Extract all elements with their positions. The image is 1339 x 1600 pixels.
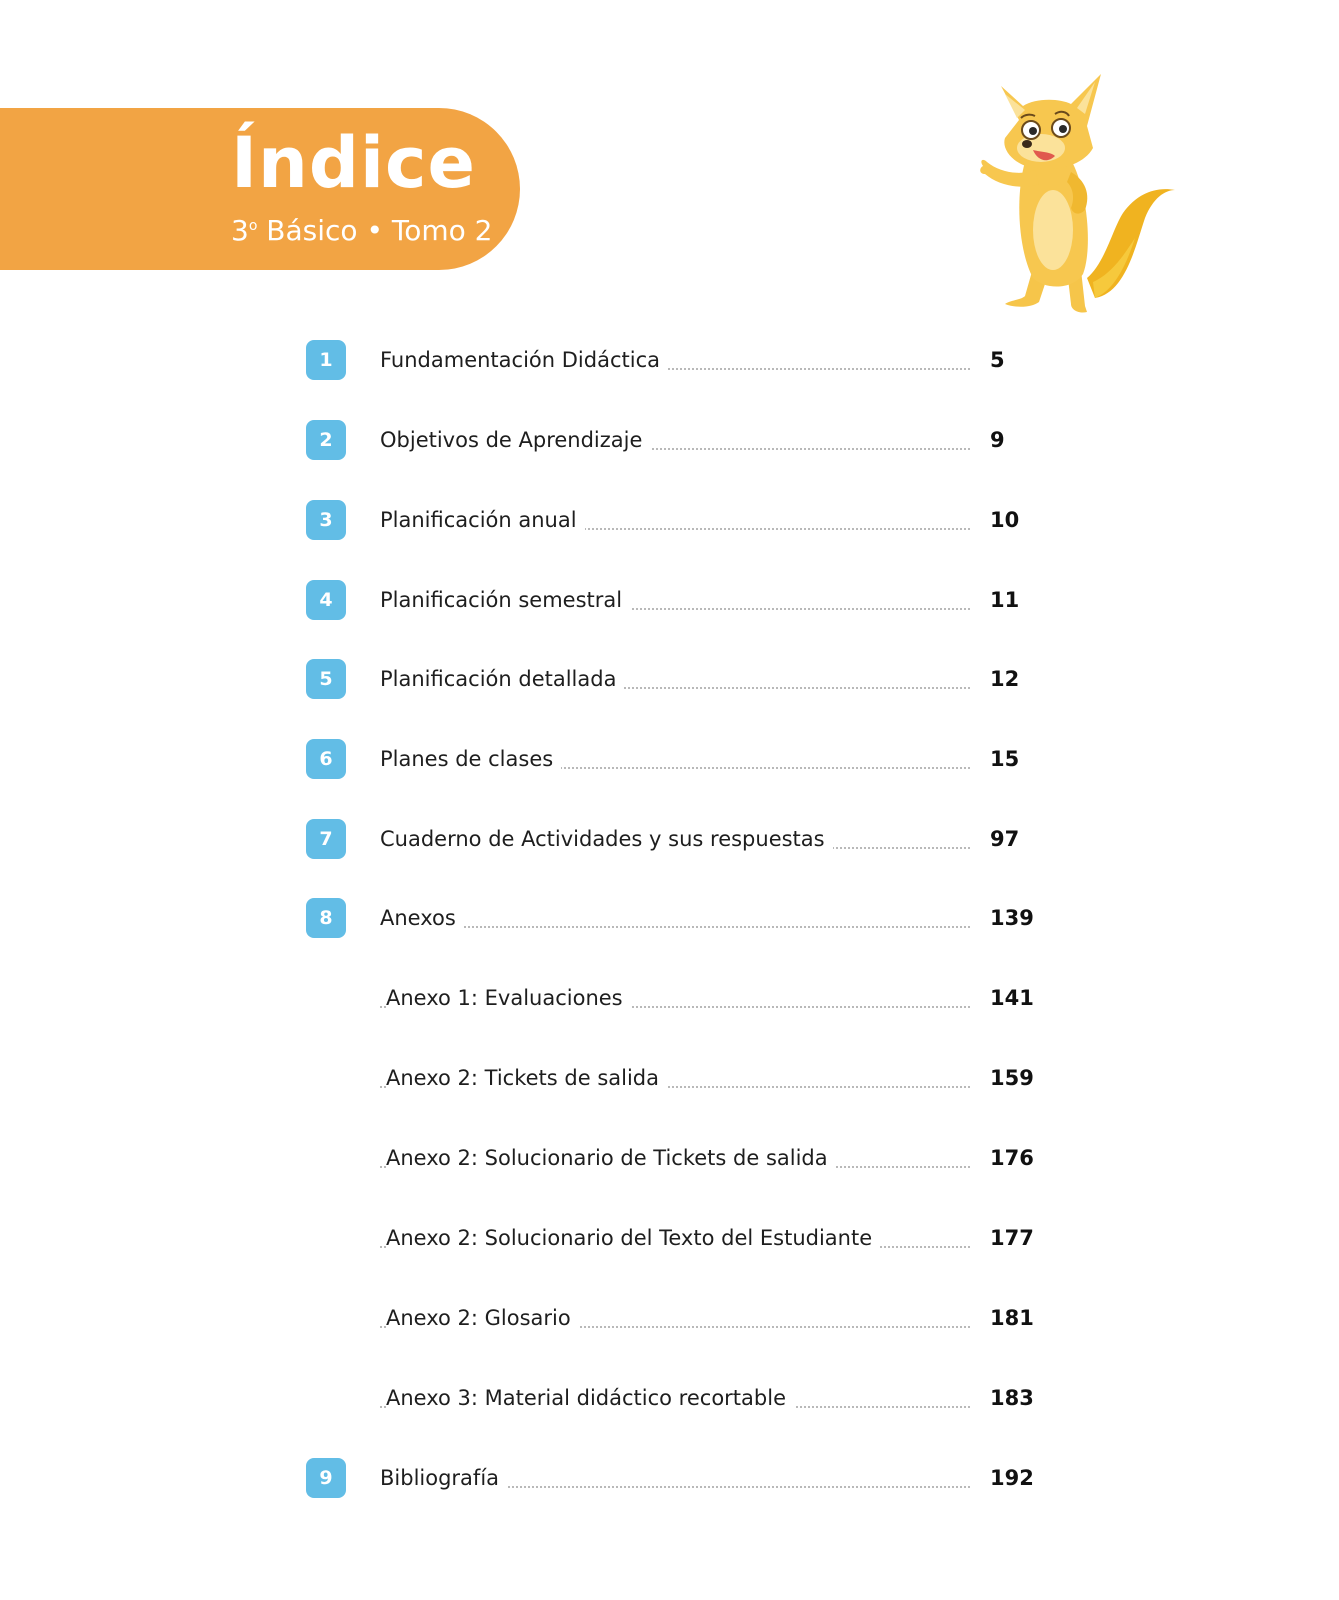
toc-subentry-label: Anexo 3: Material didáctico recortable [386, 1386, 794, 1410]
page-title: Índice [231, 122, 476, 204]
toc-entry[interactable] [0, 338, 1339, 382]
toc-subentry[interactable] [0, 1216, 1339, 1260]
toc-subentry-label: Anexo 2: Tickets de salida [386, 1066, 667, 1090]
toc-subentry[interactable] [0, 1056, 1339, 1100]
toc-subentry-label: Anexo 2: Solucionario de Tickets de salida [386, 1146, 836, 1170]
toc-entry[interactable] [0, 1456, 1339, 1500]
section-number-badge: 1 [306, 340, 346, 380]
toc-entry[interactable] [0, 657, 1339, 701]
section-number-badge: 9 [306, 1458, 346, 1498]
toc-entry[interactable] [0, 498, 1339, 542]
section-number-badge: 3 [306, 500, 346, 540]
toc-entry-label: Objetivos de Aprendizaje [380, 428, 650, 452]
toc-page-number: 159 [990, 1066, 1034, 1090]
toc-entry-label: Planes de clases [380, 747, 561, 771]
toc-subentry[interactable] [0, 1296, 1339, 1340]
toc-entry-label: Fundamentación Didáctica [380, 348, 668, 372]
toc-entry-label: Anexos [380, 906, 464, 930]
toc-entry[interactable] [0, 418, 1339, 462]
grade-ordinal: o [248, 218, 258, 234]
toc-page-number: 181 [990, 1306, 1034, 1330]
toc-page-number: 176 [990, 1146, 1034, 1170]
toc-subentry-label: Anexo 2: Solucionario del Texto del Estudiante [386, 1226, 880, 1250]
grade-number: 3 [231, 214, 249, 247]
toc-entry-label: Planificación anual [380, 508, 585, 532]
toc-entry[interactable] [0, 817, 1339, 861]
toc-page-number: 97 [990, 827, 1020, 851]
toc-page-number: 177 [990, 1226, 1034, 1250]
section-number-badge: 8 [306, 898, 346, 938]
toc-page-number: 11 [990, 588, 1020, 612]
toc-page-number: 10 [990, 508, 1020, 532]
toc-entry-label: Planificación semestral [380, 588, 630, 612]
section-number-badge: 5 [306, 659, 346, 699]
toc-page-number: 9 [990, 428, 1005, 452]
toc-entry-label: Cuaderno de Actividades y sus respuestas [380, 827, 833, 851]
toc-entry[interactable] [0, 737, 1339, 781]
toc-page-number: 141 [990, 986, 1034, 1010]
toc-page-number: 192 [990, 1466, 1034, 1490]
toc-subentry[interactable] [0, 1376, 1339, 1420]
section-number-badge: 4 [306, 580, 346, 620]
toc-page-number: 5 [990, 348, 1005, 372]
toc-page-number: 139 [990, 906, 1034, 930]
toc-entry[interactable] [0, 896, 1339, 940]
dotted-leader [380, 926, 970, 928]
grade-rest: Básico • Tomo 2 [257, 214, 493, 247]
toc-entry-label: Planificación detallada [380, 667, 624, 691]
toc-subentry-label: Anexo 2: Glosario [386, 1306, 579, 1330]
toc-entry[interactable] [0, 578, 1339, 622]
toc-entry-label: Bibliografía [380, 1466, 507, 1490]
toc-page-number: 15 [990, 747, 1020, 771]
toc-subentry-label: Anexo 1: Evaluaciones [386, 986, 631, 1010]
section-number-badge: 6 [306, 739, 346, 779]
section-number-badge: 7 [306, 819, 346, 859]
toc-subentry[interactable] [0, 1136, 1339, 1180]
toc-page-number: 12 [990, 667, 1020, 691]
toc-page-number: 183 [990, 1386, 1034, 1410]
toc-subentry[interactable] [0, 976, 1339, 1020]
section-number-badge: 2 [306, 420, 346, 460]
